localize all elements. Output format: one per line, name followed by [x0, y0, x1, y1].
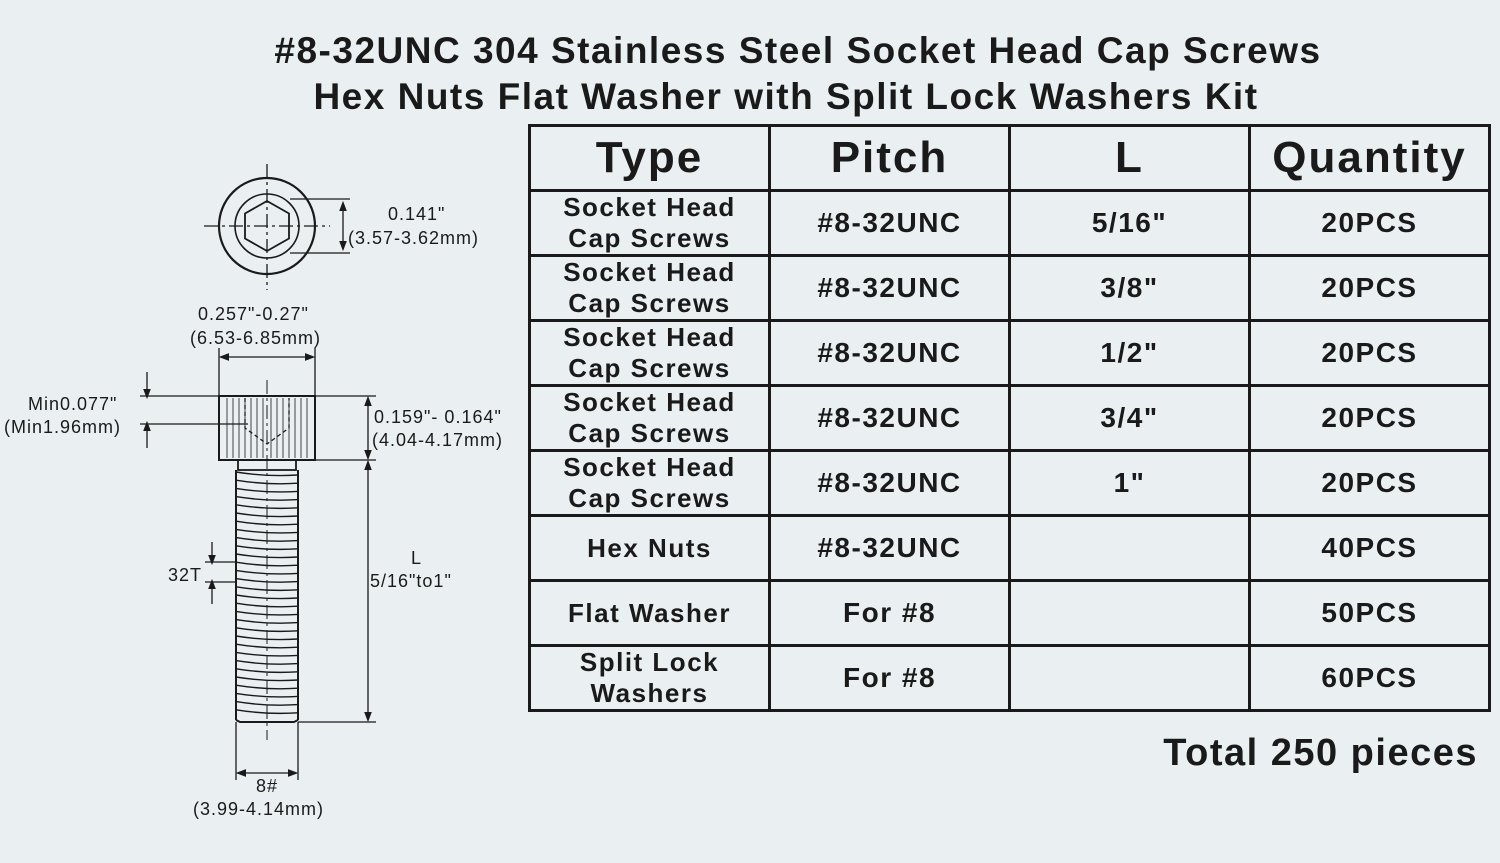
- table-row: [530, 516, 1490, 581]
- cell-length: 1": [1010, 451, 1250, 516]
- cell-type-line: Socket Head: [563, 452, 736, 482]
- table-row: [530, 191, 1490, 256]
- cell-pitch: #8-32UNC: [770, 451, 1010, 516]
- cell-pitch: #8-32UNC: [770, 191, 1010, 256]
- top-dim-label-2: (3.57-3.62mm): [348, 228, 480, 248]
- header-type: Type: [530, 126, 770, 191]
- table-row: [530, 581, 1490, 646]
- cell-length: [1010, 516, 1250, 581]
- cell-type-line: Cap Screws: [568, 223, 731, 253]
- head-width-label-2: (6.53-6.85mm): [190, 328, 322, 348]
- cell-quantity: 60PCS: [1250, 646, 1490, 711]
- header-length: L: [1010, 126, 1250, 191]
- thread-pitch-label: 32T: [168, 565, 203, 585]
- head-height-label-2: (4.04-4.17mm): [372, 430, 504, 450]
- table-row: [530, 451, 1490, 516]
- cell-type-line: Flat Washer: [568, 597, 731, 628]
- cell-type: [530, 191, 770, 256]
- cell-quantity: 20PCS: [1250, 191, 1490, 256]
- cell-pitch: #8-32UNC: [770, 516, 1010, 581]
- total-pieces: Total 250 pieces: [1163, 732, 1478, 774]
- title-line-1: #8-32UNC 304 Stainless Steel Socket Head Cap Screws: [274, 30, 1322, 71]
- cell-type-line: Socket Head: [563, 257, 736, 287]
- table-row: [530, 321, 1490, 386]
- cell-pitch: #8-32UNC: [770, 321, 1010, 386]
- cell-length: 1/2": [1010, 321, 1250, 386]
- thread-line: [236, 702, 298, 706]
- cell-type-line: Cap Screws: [568, 288, 731, 318]
- cell-length: 5/16": [1010, 191, 1250, 256]
- header-pitch: Pitch: [770, 126, 1010, 191]
- cell-quantity: 20PCS: [1250, 386, 1490, 451]
- socket-depth-label-1: Min0.077": [28, 394, 118, 414]
- cell-type-line: Socket Head: [563, 387, 736, 417]
- title-line-2: Hex Nuts Flat Washer with Split Lock Washers Kit: [313, 76, 1259, 117]
- thread-line: [236, 644, 298, 648]
- top-dim-label-1: 0.141": [388, 204, 446, 224]
- cell-type-line: Split Lock: [579, 647, 720, 677]
- cell-quantity: 50PCS: [1250, 581, 1490, 646]
- cell-type-line: Socket Head: [563, 192, 736, 222]
- cell-length: 3/4": [1010, 386, 1250, 451]
- length-label-1: L: [411, 548, 423, 568]
- kit-contents-table: [528, 124, 1491, 712]
- cell-type: [530, 646, 770, 711]
- table-row: [530, 256, 1490, 321]
- length-label-2: 5/16"to1": [370, 571, 452, 591]
- table-header-row: [530, 126, 1490, 191]
- cell-quantity: 20PCS: [1250, 256, 1490, 321]
- cell-quantity: 40PCS: [1250, 516, 1490, 581]
- cell-type: [530, 516, 770, 581]
- head-width-label-1: 0.257"-0.27": [198, 304, 309, 324]
- cell-type: [530, 321, 770, 386]
- cell-type: [530, 451, 770, 516]
- head-height-label-1: 0.159"- 0.164": [374, 407, 502, 427]
- cell-length: [1010, 646, 1250, 711]
- cell-quantity: 20PCS: [1250, 451, 1490, 516]
- cell-type: [530, 581, 770, 646]
- cell-pitch: For #8: [770, 581, 1010, 646]
- head-top-view: [204, 164, 350, 290]
- cell-pitch: #8-32UNC: [770, 386, 1010, 451]
- socket-depth-label-2: (Min1.96mm): [4, 417, 122, 437]
- cell-type-line: Cap Screws: [568, 418, 731, 448]
- cell-type-line: Cap Screws: [568, 353, 731, 383]
- cell-length: [1010, 581, 1250, 646]
- cell-type-line: Cap Screws: [568, 483, 731, 513]
- cell-type: [530, 256, 770, 321]
- cell-type-line: Washers: [590, 678, 709, 708]
- cell-type-line: Socket Head: [563, 322, 736, 352]
- diameter-label-2: (3.99-4.14mm): [193, 799, 325, 819]
- cell-pitch: For #8: [770, 646, 1010, 711]
- thread-line: [236, 620, 298, 624]
- cell-length: 3/8": [1010, 256, 1250, 321]
- header-quantity: Quantity: [1250, 126, 1490, 191]
- thread-line: [236, 669, 298, 673]
- cell-type-line: Hex Nuts: [587, 532, 712, 563]
- table-row: [530, 646, 1490, 711]
- cell-pitch: #8-32UNC: [770, 256, 1010, 321]
- cell-type: [530, 386, 770, 451]
- table-row: [530, 386, 1490, 451]
- diameter-label-1: 8#: [256, 776, 279, 796]
- cell-quantity: 20PCS: [1250, 321, 1490, 386]
